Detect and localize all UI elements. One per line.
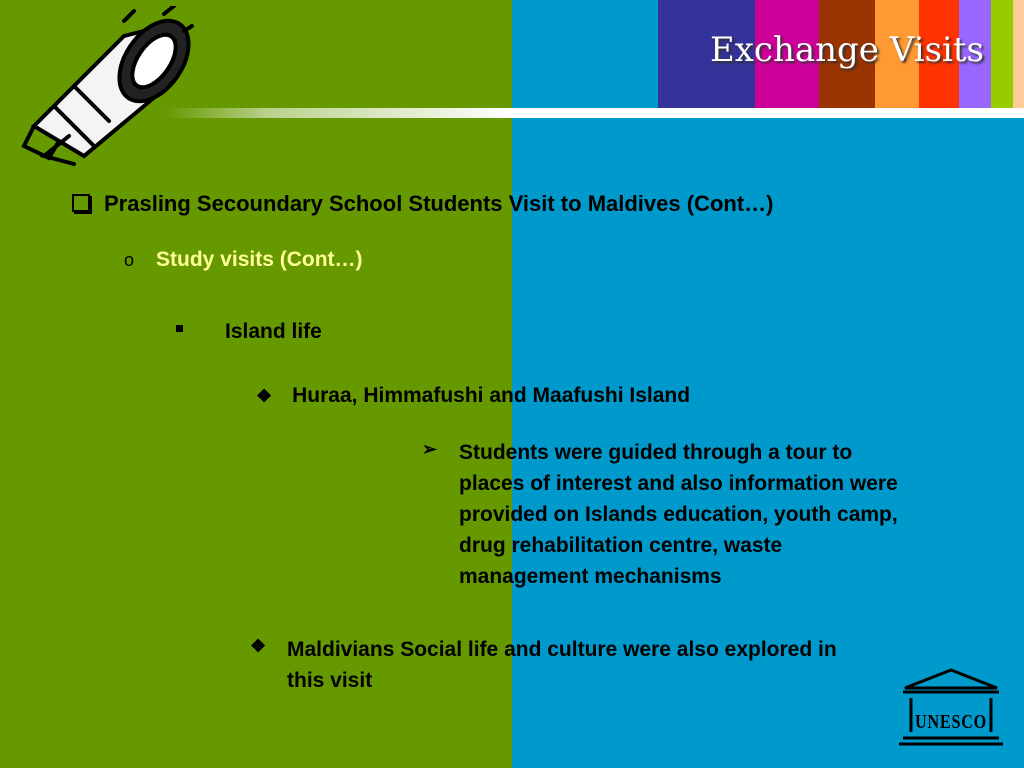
- bullet-text: Island life: [225, 320, 322, 343]
- bullet-level-3: [176, 320, 322, 344]
- bullet-level-2: [124, 248, 363, 272]
- checkbox-square-icon: [72, 194, 90, 212]
- bullet-text: Students were guided through a tour to places of interest and also information were provided on Islands education, youth camp, drug rehabilitation centre, waste management mechanisms: [459, 441, 898, 588]
- unesco-logo: [897, 666, 1005, 750]
- bullet-text: Study visits (Cont…): [156, 248, 363, 271]
- megaphone-icon: [14, 6, 194, 166]
- bullet-text: Huraa, Himmafushi and Maafushi Island: [292, 384, 691, 407]
- diamond-bullet-icon: ❖: [250, 636, 267, 656]
- bullet-text: Maldivians Social life and culture were also explored in this visit: [287, 638, 837, 692]
- bullet-level-1: [72, 191, 773, 217]
- header-rule: [165, 108, 1024, 118]
- square-icon: [176, 325, 183, 332]
- bullet-text: Prasling Secoundary School Students Visit to Maldives (Cont…): [104, 191, 774, 216]
- diamond-bullet-icon: ❖: [256, 386, 273, 406]
- unesco-logo-text: UNESCO: [915, 711, 987, 733]
- circle-bullet: o: [124, 250, 135, 270]
- arrow-bullet-icon: ➢: [422, 439, 438, 459]
- slide-title: Exchange Visits: [709, 30, 984, 70]
- bullet-level-4: [256, 384, 690, 408]
